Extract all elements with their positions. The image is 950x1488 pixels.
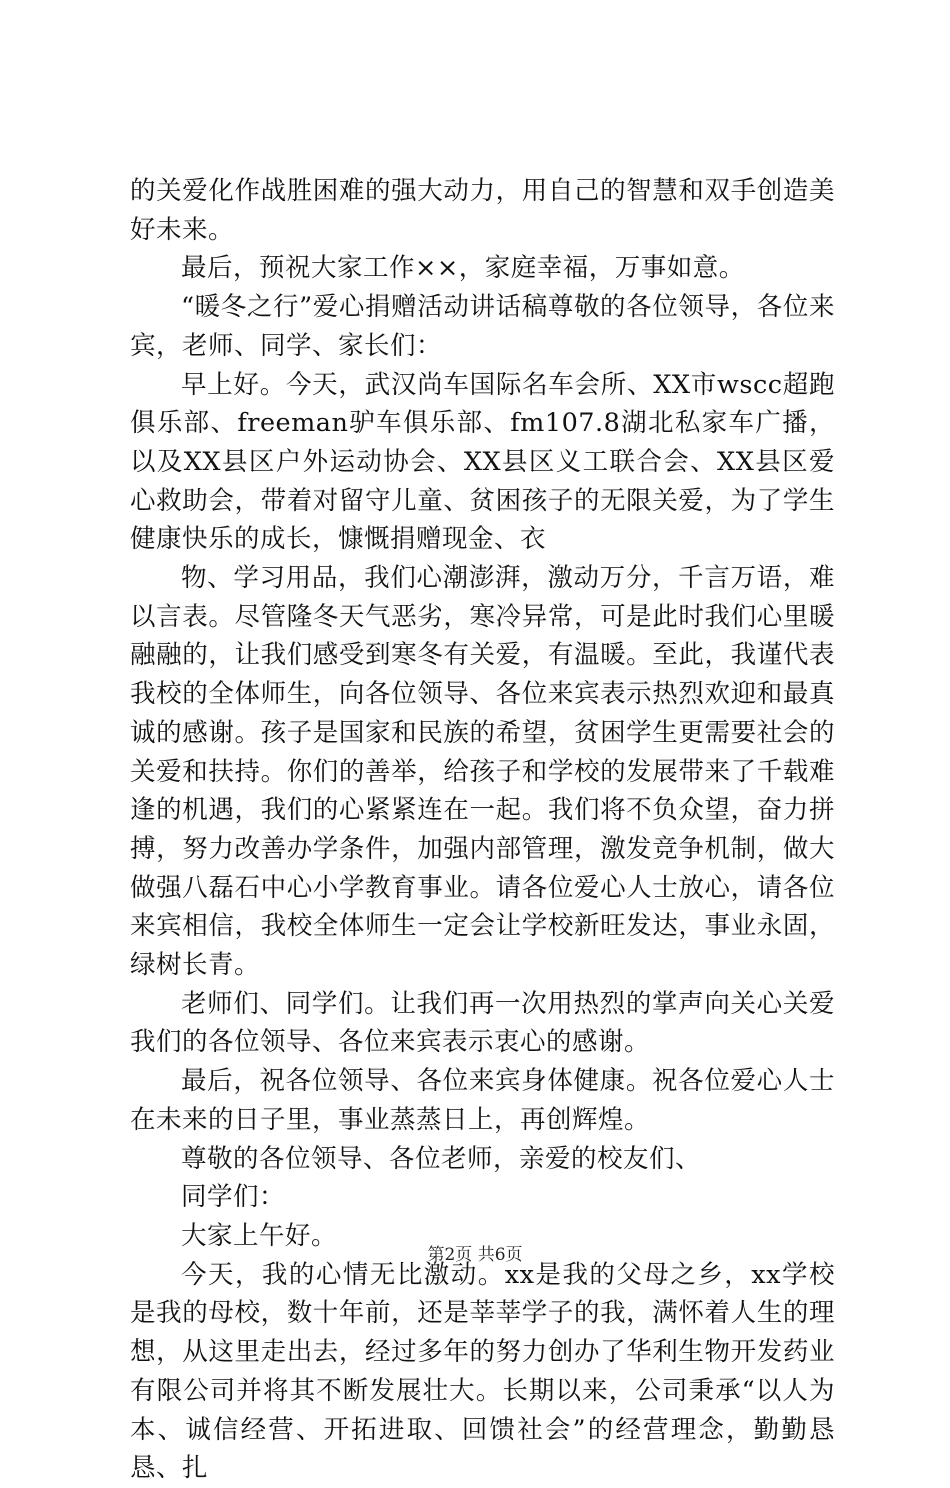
paragraph: 最后，祝各位领导、各位来宾身体健康。祝各位爱心人士在未来的日子里，事业蒸蒸日上，再创辉煌。 xyxy=(130,1066,835,1135)
paragraph: 老师们、同学们。让我们再一次用热烈的掌声向关心关爱我们的各位领导、各位来宾表示衷心的感谢。 xyxy=(130,988,835,1058)
page-number-footer: 第2页 共6页 xyxy=(427,1245,523,1265)
paragraph: “暖冬之行”爱心捐赠活动讲话稿尊敬的各位领导，各位来宾，老师、同学、家长们： xyxy=(130,292,835,361)
paragraph: 大家上午好。 xyxy=(181,1220,338,1251)
paragraph: 物、学习用品，我们心潮澎湃，激动万分，千言万语，难以言表。尽管隆冬天气恶劣，寒冷异常，可是此时我们心里暖融融的，让我们感受到寒冬有关爱，有温暖。至此，我谨代表我校的全体师生，向各位领导、各位来宾表示热烈欢迎和最真诚的感谢。孩子是国家和民族的希望，贫困学生更需要社会的关爱和扶持。你们的善举，给孩子和学校的发展带来了千载难逢的机遇，我们的心紧紧连在一起。我们将不负众望，奋力拼搏，努力改善办学条件，加强内部管理，激发竞争机制，做大做强八磊石中心小学教育事业。请各位爱心人士放心，请各位来宾相信，我校全体师生一定会让学校新旺发达，事业永固，绿树长青。 xyxy=(130,563,835,981)
paragraph: 今天，我的心情无比激动。xx是我的父母之乡，xx学校是我的母校，数十年前，还是莘莘学子的我，满怀着人生的理想，从这里走出去，经过多年的努力创办了华利生物开发药业有限公司并将其不断发展壮大。长期以来，公司秉承“以人为本、诚信经营、开拓进取、回馈社会”的经营理念，勤勤恳恳、扎 xyxy=(130,1259,835,1484)
paragraph: 最后，预祝大家工作××，家庭幸福，万事如意。 xyxy=(181,253,745,284)
paragraph: 同学们： xyxy=(181,1182,286,1213)
paragraph: 尊敬的各位领导、各位老师，亲爱的校友们、 xyxy=(181,1143,702,1174)
paragraph: 早上好。今天，武汉尚车国际名车会所、XX市wscc超跑俱乐部、freeman驴车俱乐部、fm107.8湖北私家车广播，以及XX县区户外运动协会、XX县区义工联合会、XX县区爱心救助会，带着对留守儿童、贫困孩子的无限关爱，为了学生健康快乐的成长，慷慨捐赠现金、衣 xyxy=(130,369,835,555)
document-body xyxy=(130,172,835,1488)
paragraph: 的关爱化作战胜困难的强大动力，用自己的智慧和双手创造美好未来。 xyxy=(130,176,835,245)
